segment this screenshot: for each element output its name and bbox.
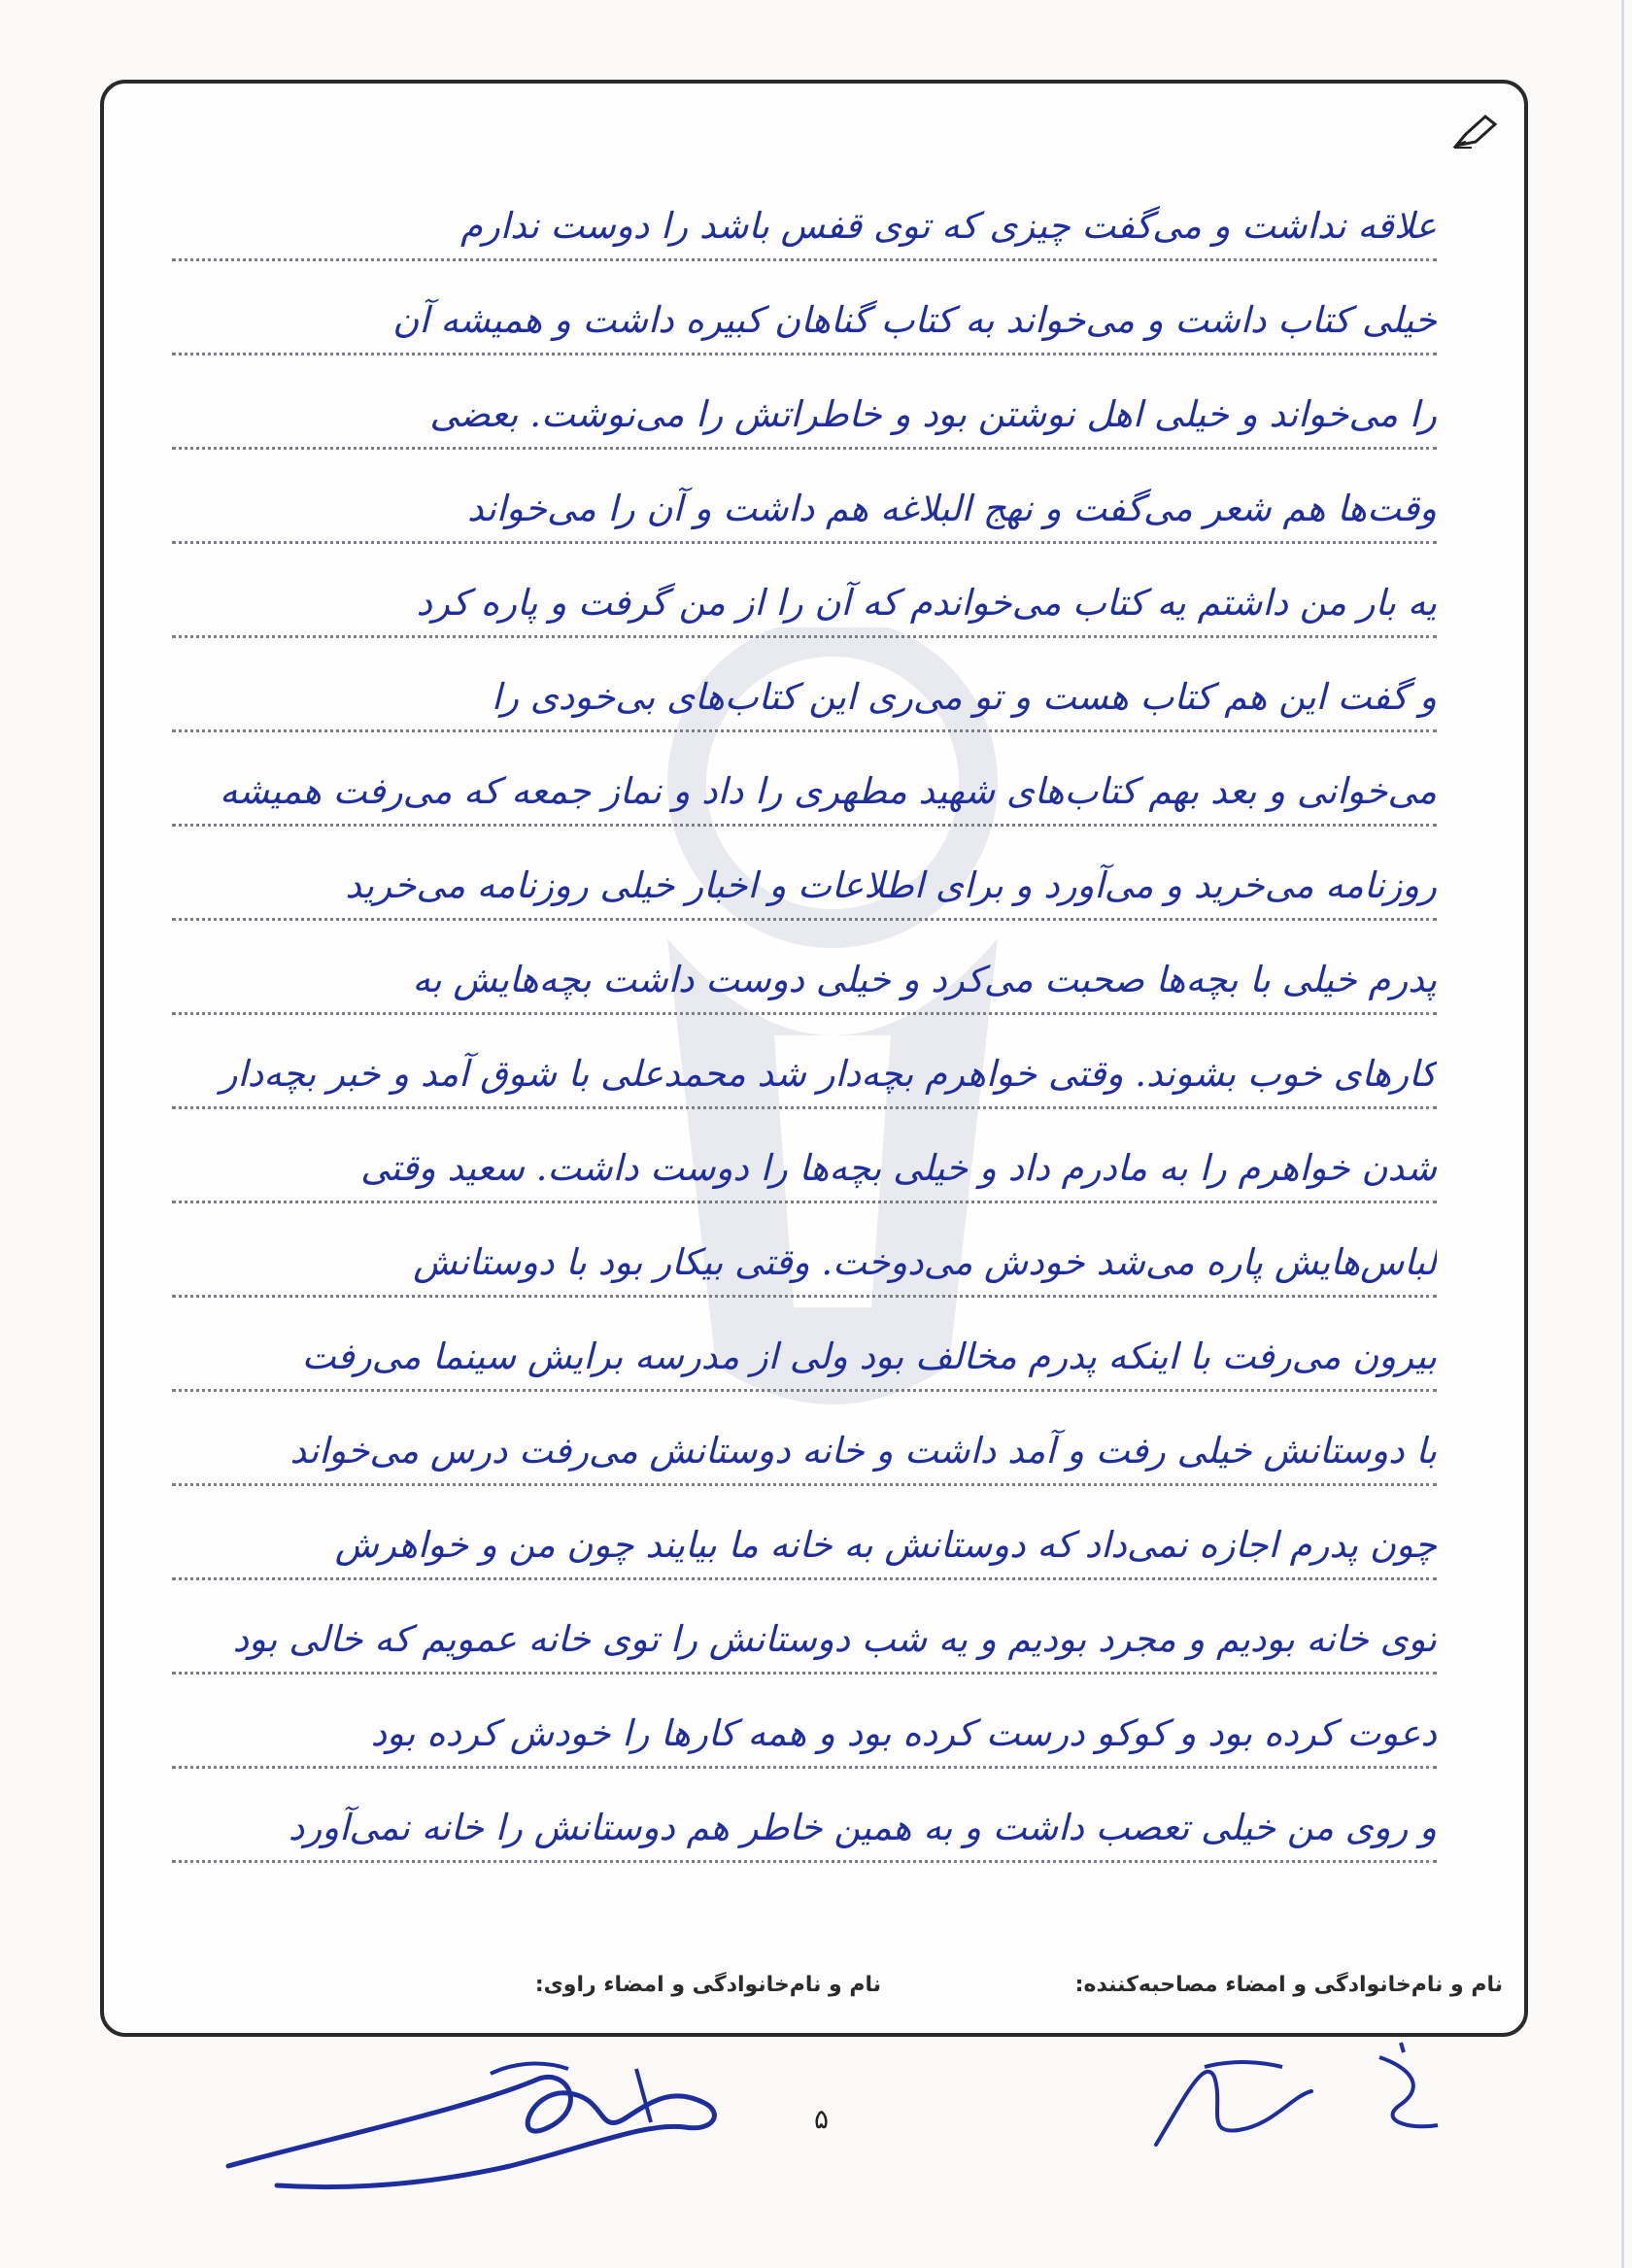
text-line: خیلی کتاب داشت و می‌خواند به کتاب گناهان کبیره داشت و همیشه آن [172,263,1437,355]
text-line: کارهای خوب بشوند. وقتی خواهرم بچه‌دار شد محمدعلی با شوق آمد و خبر بچه‌دار [172,1017,1437,1109]
text-line: لباس‌هایش پاره می‌شد خودش می‌دوخت. وقتی بیکار بود با دوستانش [172,1205,1437,1298]
text-line: یه بار من داشتم یه کتاب می‌خواندم که آن را از من گرفت و پاره کرد [172,546,1437,638]
text-line: و روی من خیلی تعصب داشت و به همین خاطر هم دوستانش را خانه نمی‌آورد [172,1771,1437,1863]
text-line: وقت‌ها هم شعر می‌گفت و نهج البلاغه هم داشت و آن را می‌خواند [172,452,1437,544]
narrator-signature-label: نام و نام‌خانوادگی و امضاء راوی: [534,1973,881,1997]
text-line: پدرم خیلی با بچه‌ها صحبت می‌کرد و خیلی دوست داشت بچه‌هایش به [172,923,1437,1015]
text-line: بیرون می‌رفت با اینکه پدرم مخالف بود ولی از مدرسه برایش سینما می‌رفت [172,1300,1437,1392]
text-line: دعوت کرده بود و کوکو درست کرده بود و همه کارها را خودش کرده بود [172,1676,1437,1769]
pen-icon [1452,113,1499,150]
handwritten-text [172,84,1437,2033]
text-line: را می‌خواند و خیلی اهل نوشتن بود و خاطراتش را می‌نوشت. بعضی [172,357,1437,450]
page-frame [100,80,1528,2037]
text-line: با دوستانش خیلی رفت و آمد داشت و خانه دوستانش می‌رفت درس می‌خواند [172,1394,1437,1486]
text-line: چون پدرم اجازه نمی‌داد که دوستانش به خانه ما بیایند چون من و خواهرش [172,1488,1437,1580]
interviewer-signature [1146,2038,1467,2154]
text-line: می‌خوانی و بعد بهم کتاب‌های شهید مطهری را داد و نماز جمعه که می‌رفت همیشه [172,734,1437,827]
signature-labels [104,1973,1524,2021]
text-line: علاقه نداشت و می‌گفت چیزی که توی قفس باشد را دوست ندارم [172,169,1437,261]
text-line: روزنامه می‌خرید و می‌آورد و برای اطلاعات و اخبار خیلی روزنامه می‌خرید [172,829,1437,921]
text-line: و گفت این هم کتاب هست و تو می‌ری این کتاب‌های بی‌خودی را [172,640,1437,732]
text-line: توی خانه بودیم و مجرد بودیم و یه شب دوستانش را توی خانه عمویم که خالی بود [172,1582,1437,1675]
page-number: ۵ [814,2103,830,2135]
narrator-signature [219,2049,763,2195]
text-line: شدن خواهرم را به مادرم داد و خیلی بچه‌ها را دوست داشت. سعید وقتی [172,1111,1437,1203]
scan-edge [1621,0,1624,2268]
interviewer-signature-label: نام و نام‌خانوادگی و امضاء مصاحبه‌کننده: [1074,1973,1503,1997]
